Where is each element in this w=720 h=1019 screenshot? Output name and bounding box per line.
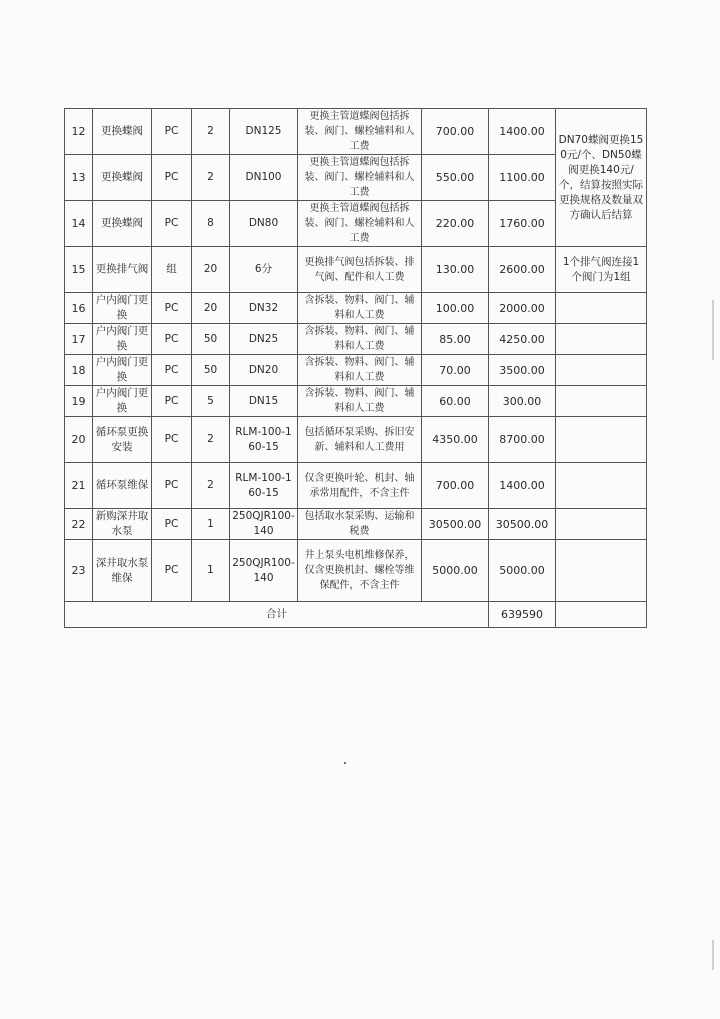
table-row: [65, 324, 647, 355]
item-quantity: 2: [192, 417, 230, 463]
item-description: 包括循环泵采购、拆旧安新、辅料和人工费用: [298, 417, 422, 463]
remark-empty: [556, 540, 647, 602]
item-number: 17: [65, 324, 93, 355]
item-unit-price: 700.00: [422, 109, 489, 155]
item-spec: DN125: [230, 109, 298, 155]
item-number: 18: [65, 355, 93, 386]
item-description: 包括取水泵采购、运输和税费: [298, 509, 422, 540]
item-name: 深井取水泵维保: [93, 540, 152, 602]
item-spec: DN25: [230, 324, 298, 355]
item-spec: DN100: [230, 155, 298, 201]
item-amount: 3500.00: [489, 355, 556, 386]
item-spec: 6分: [230, 247, 298, 293]
item-unit-price: 70.00: [422, 355, 489, 386]
item-quantity: 20: [192, 247, 230, 293]
total-label: 合计: [65, 602, 489, 628]
item-unit-price: 5000.00: [422, 540, 489, 602]
item-spec: DN15: [230, 386, 298, 417]
item-unit: 组: [152, 247, 192, 293]
item-amount: 5000.00: [489, 540, 556, 602]
remark-empty: [556, 355, 647, 386]
item-quantity: 1: [192, 509, 230, 540]
item-amount: 30500.00: [489, 509, 556, 540]
item-number: 19: [65, 386, 93, 417]
item-quantity: 50: [192, 324, 230, 355]
item-unit: PC: [152, 540, 192, 602]
item-unit: PC: [152, 417, 192, 463]
item-description: 井上泵头电机维修保养，仅含更换机封、螺栓等维保配件，不含主件: [298, 540, 422, 602]
item-unit-price: 60.00: [422, 386, 489, 417]
item-number: 22: [65, 509, 93, 540]
item-number: 14: [65, 201, 93, 247]
item-amount: 1760.00: [489, 201, 556, 247]
stray-dot: [344, 762, 346, 764]
remark-empty: [556, 386, 647, 417]
item-description: 含拆装、物料、阀门、辅料和人工费: [298, 355, 422, 386]
item-spec: DN32: [230, 293, 298, 324]
item-name: 新购深井取水泵: [93, 509, 152, 540]
remark-butterfly-valve: DN70蝶阀更换150元/个、DN50蝶阀更换140元/个，结算按照实际更换规格及数量双方确认后结算: [556, 109, 647, 247]
remark-empty: [556, 293, 647, 324]
table-row: [65, 109, 647, 155]
remark-empty: [556, 417, 647, 463]
item-quantity: 50: [192, 355, 230, 386]
item-quantity: 2: [192, 463, 230, 509]
item-number: 16: [65, 293, 93, 324]
table-row: [65, 355, 647, 386]
item-amount: 2600.00: [489, 247, 556, 293]
item-amount: 2000.00: [489, 293, 556, 324]
remark-vent-valve: 1个排气阀连接1个阀门为1组: [556, 247, 647, 293]
remark-empty: [556, 463, 647, 509]
item-spec: RLM-100-160-15: [230, 463, 298, 509]
item-number: 23: [65, 540, 93, 602]
table-row: [65, 293, 647, 324]
item-spec: 250QJR100-140: [230, 540, 298, 602]
item-unit: PC: [152, 201, 192, 247]
item-quantity: 20: [192, 293, 230, 324]
item-unit-price: 130.00: [422, 247, 489, 293]
item-unit-price: 100.00: [422, 293, 489, 324]
table-row: [65, 540, 647, 602]
scan-edge-mark: [712, 940, 714, 970]
table-row: [65, 417, 647, 463]
item-description: 更换主管道蝶阀包括拆装、阀门、螺栓辅料和人工费: [298, 155, 422, 201]
item-name: 更换蝶阀: [93, 109, 152, 155]
item-name: 更换排气阀: [93, 247, 152, 293]
remark-empty: [556, 509, 647, 540]
item-unit: PC: [152, 109, 192, 155]
item-quantity: 2: [192, 109, 230, 155]
remark-empty: [556, 602, 647, 628]
item-description: 含拆装、物料、阀门、辅料和人工费: [298, 386, 422, 417]
item-unit: PC: [152, 386, 192, 417]
item-unit-price: 4350.00: [422, 417, 489, 463]
item-unit: PC: [152, 509, 192, 540]
item-description: 仅含更换叶轮、机封、轴承常用配件，不含主件: [298, 463, 422, 509]
item-spec: 250QJR100-140: [230, 509, 298, 540]
item-unit-price: 550.00: [422, 155, 489, 201]
scan-edge-mark: [712, 300, 714, 360]
item-amount: 1400.00: [489, 109, 556, 155]
item-unit: PC: [152, 355, 192, 386]
item-quantity: 1: [192, 540, 230, 602]
table-row: [65, 463, 647, 509]
item-description: 含拆装、物料、阀门、辅料和人工费: [298, 293, 422, 324]
item-description: 更换主管道蝶阀包括拆装、阀门、螺栓辅料和人工费: [298, 109, 422, 155]
item-description: 更换主管道蝶阀包括拆装、阀门、螺栓辅料和人工费: [298, 201, 422, 247]
item-amount: 1400.00: [489, 463, 556, 509]
item-amount: 8700.00: [489, 417, 556, 463]
remark-empty: [556, 324, 647, 355]
item-description: 含拆装、物料、阀门、辅料和人工费: [298, 324, 422, 355]
item-name: 户内阀门更换: [93, 293, 152, 324]
quotation-table: [64, 108, 647, 628]
item-name: 循环泵维保: [93, 463, 152, 509]
item-name: 更换蝶阀: [93, 201, 152, 247]
item-number: 21: [65, 463, 93, 509]
item-number: 12: [65, 109, 93, 155]
item-description: 更换排气阀包括拆装、排气阀、配件和人工费: [298, 247, 422, 293]
item-unit: PC: [152, 293, 192, 324]
item-number: 15: [65, 247, 93, 293]
item-unit-price: 85.00: [422, 324, 489, 355]
item-name: 户内阀门更换: [93, 355, 152, 386]
item-quantity: 2: [192, 155, 230, 201]
item-spec: DN80: [230, 201, 298, 247]
item-name: 户内阀门更换: [93, 324, 152, 355]
item-name: 户内阀门更换: [93, 386, 152, 417]
table-row: [65, 247, 647, 293]
table-row: [65, 509, 647, 540]
item-quantity: 5: [192, 386, 230, 417]
item-spec: RLM-100-160-15: [230, 417, 298, 463]
table-row: [65, 386, 647, 417]
item-name: 循环泵更换安装: [93, 417, 152, 463]
total-row: [65, 602, 647, 628]
item-unit: PC: [152, 324, 192, 355]
item-unit: PC: [152, 155, 192, 201]
item-spec: DN20: [230, 355, 298, 386]
item-amount: 4250.00: [489, 324, 556, 355]
total-amount: 639590: [489, 602, 556, 628]
item-unit-price: 700.00: [422, 463, 489, 509]
item-unit-price: 30500.00: [422, 509, 489, 540]
item-number: 13: [65, 155, 93, 201]
item-number: 20: [65, 417, 93, 463]
item-unit: PC: [152, 463, 192, 509]
item-unit-price: 220.00: [422, 201, 489, 247]
item-amount: 300.00: [489, 386, 556, 417]
item-amount: 1100.00: [489, 155, 556, 201]
item-quantity: 8: [192, 201, 230, 247]
item-name: 更换蝶阀: [93, 155, 152, 201]
